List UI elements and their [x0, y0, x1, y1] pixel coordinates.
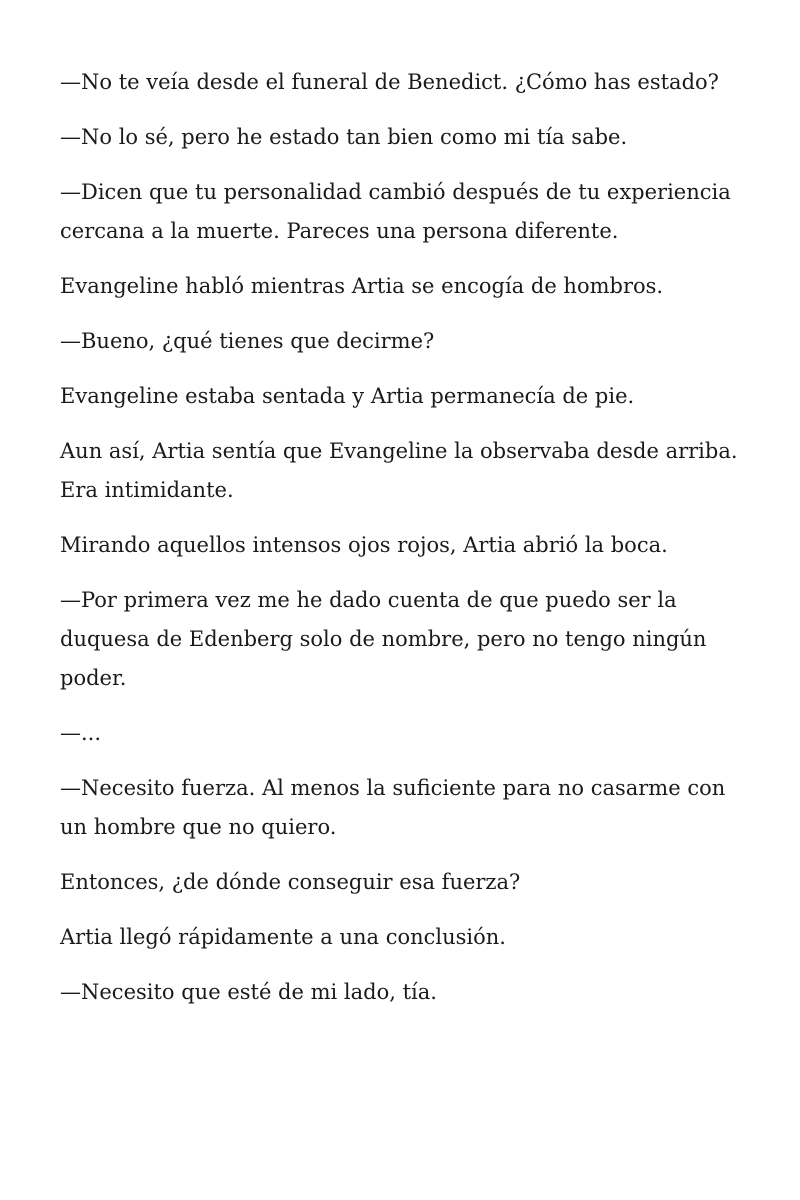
paragraph: —... [60, 721, 102, 745]
paragraph: —No lo sé, pero he estado tan bien como mi tía sabe. [60, 125, 628, 149]
paragraph: Mirando aquellos intensos ojos rojos, Artia abrió la boca. [60, 533, 668, 557]
reading-page [60, 63, 750, 1028]
paragraph: —Bueno, ¿qué tienes que decirme? [60, 329, 435, 353]
paragraph: —Por primera vez me he dado cuenta de que puedo ser la duquesa de Edenberg solo de nombre, pero no tengo ningún poder. [60, 588, 707, 690]
paragraph: —No te veía desde el funeral de Benedict. ¿Cómo has estado? [60, 70, 719, 94]
paragraph: Aun así, Artia sentía que Evangeline la observaba desde arriba. Era intimidante. [60, 439, 738, 502]
paragraph: —Dicen que tu personalidad cambió después de tu experiencia cercana a la muerte. Pareces una persona diferente. [60, 180, 731, 243]
paragraph: Entonces, ¿de dónde conseguir esa fuerza? [60, 870, 521, 894]
paragraph: Evangeline estaba sentada y Artia permanecía de pie. [60, 384, 635, 408]
paragraph: —Necesito fuerza. Al menos la suficiente para no casarme con un hombre que no quiero. [60, 776, 726, 839]
paragraph: Artia llegó rápidamente a una conclusión. [60, 925, 506, 949]
paragraph: —Necesito que esté de mi lado, tía. [60, 980, 437, 1004]
paragraph: Evangeline habló mientras Artia se encogía de hombros. [60, 274, 664, 298]
